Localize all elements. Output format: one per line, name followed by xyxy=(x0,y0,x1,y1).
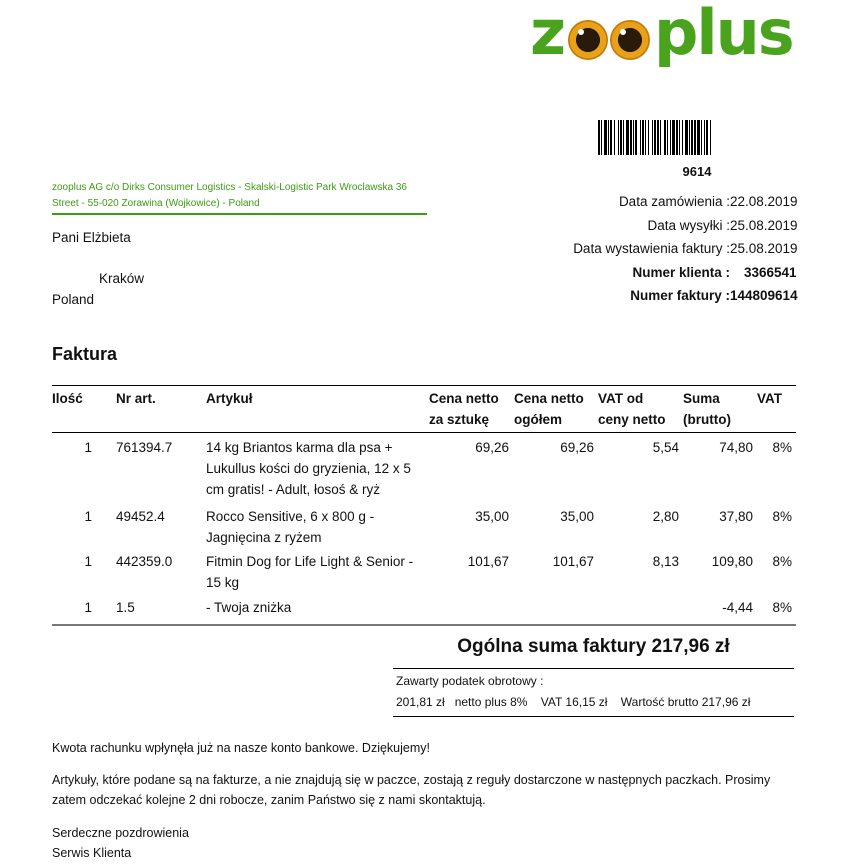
order-date: 22.08.2019 xyxy=(730,194,798,209)
header-article: Artykuł xyxy=(206,391,253,406)
order-date-label: Data zamówienia : xyxy=(618,194,730,209)
table-row: 1 442359.0 Fitmin Dog for Life Light & Senior - 15 kg 101,67 101,67 8,13 109,80 8% xyxy=(84,554,792,590)
header-net-total: Cena netto ogółem xyxy=(514,391,584,427)
invoice-number: 144809614 xyxy=(730,288,798,303)
sender-address: zooplus AG c/o Dirks Consumer Logistics - Skalski-Logistic Park Wroclawska 36 Street - 55-020 Zorawina (Wojkowice) - Poland xyxy=(52,180,427,215)
invoice-total: Ogólna suma faktury 217,96 zł xyxy=(457,636,730,657)
ship-date: 25.08.2019 xyxy=(730,217,798,233)
payment-message: Kwota rachunku wpłynęła już na nasze konto bankowe. Dziękujemy! xyxy=(52,741,430,755)
tax-label: Zawarty podatek obrotowy : xyxy=(396,674,544,688)
invoice-number-label: Numer faktury : xyxy=(630,288,730,303)
missing-items-message: Artykuły, które podane są na fakturze, a nie znajdują się w paczce, zostają z reguły dostarczone w następnych paczkach. Prosimy zatem odczekać kolejne 2 dni robocze, zanim Państwo się z nami skontaktują. xyxy=(52,773,771,807)
table-row: 1 761394.7 14 kg Briantos karma dla psa + Lukullus kości do gryzienia, 12 x 5 cm gratis! - Adult, łosoś & ryż 69,26 69,26 5,54 74,80 8% xyxy=(84,440,792,497)
page-title: Faktura xyxy=(52,344,118,364)
header-vat: VAT od ceny netto xyxy=(598,391,666,427)
header-sum: Suma (brutto) xyxy=(683,391,731,427)
zooplus-logo: z plus xyxy=(530,0,793,69)
customer-number-label: Numer klienta : xyxy=(632,264,730,280)
logo-eye-left-icon xyxy=(568,20,608,60)
table-row: 1 49452.4 Rocco Sensitive, 6 x 800 g - Jagnięcina z ryżem 35,00 35,00 2,80 37,80 8% xyxy=(84,509,792,545)
table-row: 1 1.5 - Twoja zniżka -4,44 8% xyxy=(52,595,796,626)
ship-date-label: Data wysyłki : xyxy=(647,217,730,233)
barcode-number: 9614 xyxy=(682,164,712,179)
closing-regards: Serdeczne pozdrowienia Serwis Klienta xyxy=(52,826,189,860)
invoice-date-label: Data wystawienia faktury : xyxy=(573,241,730,256)
tax-summary xyxy=(393,668,794,717)
recipient-country: Poland xyxy=(52,292,95,307)
invoice-date: 25.08.2019 xyxy=(730,241,798,256)
table-header xyxy=(52,385,796,433)
header-vat-rate: VAT xyxy=(757,391,782,406)
items-table xyxy=(52,385,796,626)
customer-number: 3366541 xyxy=(744,264,797,280)
recipient-name: Pani Elżbieta xyxy=(52,230,131,245)
header-qty: Ilość xyxy=(52,391,83,406)
header-nr: Nr art. xyxy=(116,391,156,406)
header-net-unit: Cena netto za sztukę xyxy=(429,391,499,427)
barcode-icon xyxy=(598,120,796,155)
tax-breakdown: 201,81 zł netto plus 8% VAT 16,15 zł Wartość brutto 217,96 zł xyxy=(396,695,751,709)
logo-eye-right-icon xyxy=(610,20,650,60)
recipient-city: Kraków xyxy=(99,271,145,286)
invoice-info xyxy=(573,192,800,310)
